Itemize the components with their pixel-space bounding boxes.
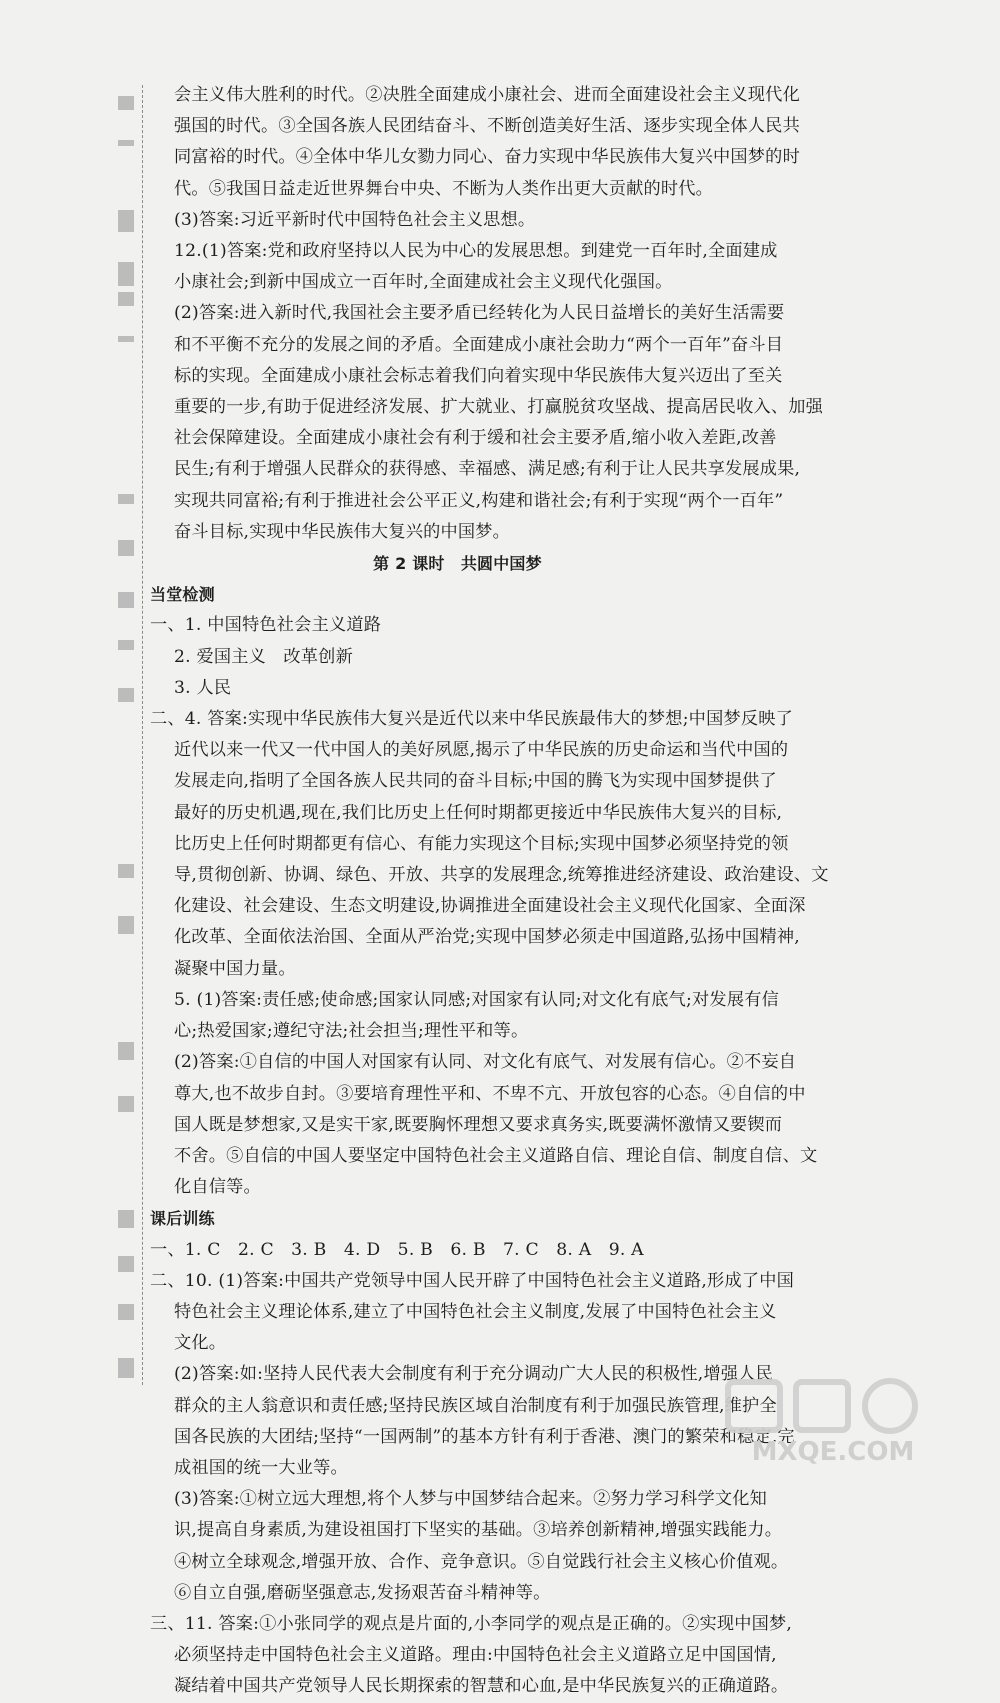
text-line: 强国的时代。③全国各族人民团结奋斗、不断创造美好生活、逐步实现全体人民共 [174, 116, 800, 137]
text-line: ④树立全球观念,增强开放、合作、竞争意识。⑤自觉践行社会主义核心价值观。 [174, 1551, 789, 1572]
text-line: 尊大,也不故步自封。③要培育理性平和、不卑不亢、开放包容的心态。④自信的中 [174, 1083, 806, 1104]
text-line: 国各民族的大团结;坚持“一国两制”的基本方针有利于香港、澳门的繁荣和稳定,完 [174, 1426, 795, 1447]
text-line: 三、11. 答案:①小张同学的观点是片面的,小李同学的观点是正确的。②实现中国梦, [150, 1613, 793, 1634]
text-line: 比历史上任何时期都更有信心、有能力实现这个目标;实现中国梦必须坚持党的领 [174, 833, 789, 854]
dashed-binding-line [142, 85, 143, 1385]
text-line: 发展走向,指明了全国各族人民共同的奋斗目标;中国的腾飞为实现中国梦提供了 [174, 771, 777, 792]
text-line: 凝聚中国力量。 [174, 958, 296, 979]
text-line: 二、4. 答案:实现中华民族伟大复兴是近代以来中华民族最伟大的梦想;中国梦反映了 [150, 709, 794, 730]
watermark-logo [708, 1376, 958, 1466]
watermark-site-text: MXQE.COM [751, 1437, 915, 1466]
text-line: ⑥自立自强,磨砺坚强意志,发扬艰苦奋斗精神等。 [174, 1582, 551, 1603]
text-line: 必须坚持走中国特色社会主义道路。理由:中国特色社会主义道路立足中国国情, [174, 1645, 777, 1666]
text-line: 化自信等。 [174, 1177, 261, 1198]
text-line: 国人既是梦想家,又是实干家,既要胸怀理想又要求真务实,既要满怀激情又要锲而 [174, 1114, 783, 1135]
text-line: 成祖国的统一大业等。 [174, 1457, 348, 1478]
text-line: 特色社会主义理论体系,建立了中国特色社会主义制度,发展了中国特色社会主义 [174, 1301, 777, 1322]
section-heading: 课后训练 [150, 1209, 215, 1229]
text-line: 标的实现。全面建成小康社会标志着我们向着实现中华民族伟大复兴迈出了至关 [174, 365, 783, 386]
text-line: 5. (1)答案:责任感;使命感;国家认同感;对国家有认同;对文化有底气;对发展有信 [174, 989, 779, 1010]
text-line: 群众的主人翁意识和责任感;坚持民族区域自治制度有利于加强民族管理,维护全 [174, 1395, 777, 1416]
text-line: 心;热爱国家;遵纪守法;社会担当;理性平和等。 [174, 1021, 529, 1042]
text-line: 会主义伟大胜利的时代。②决胜全面建成小康社会、进而全面建设社会主义现代化 [174, 85, 800, 105]
text-line: (2)答案:如:坚持人民代表大会制度有利于充分调动广大人民的积极性,增强人民 [174, 1364, 773, 1385]
text-line: 一、1. C 2. C 3. B 4. D 5. B 6. B 7. C 8. A 9. A [150, 1239, 644, 1260]
text-line: 近代以来一代又一代中国人的美好夙愿,揭示了中华民族的历史命运和当代中国的 [174, 740, 789, 761]
text-line: 小康社会;到新中国成立一百年时,全面建成社会主义现代化强国。 [174, 272, 673, 293]
text-line: 识,提高自身素质,为建设祖国打下坚实的基础。③培养创新精神,增强实践能力。 [174, 1520, 783, 1541]
text-line: 导,贯彻创新、协调、绿色、开放、共享的发展理念,统筹推进经济建设、政治建设、文 [174, 865, 829, 886]
text-line: (2)答案:进入新时代,我国社会主要矛盾已经转化为人民日益增长的美好生活需要 [174, 303, 785, 324]
text-line: 3. 人民 [174, 677, 232, 698]
text-line: 2. 爱国主义 改革创新 [174, 646, 353, 667]
text-line: (3)答案:习近平新时代中国特色社会主义思想。 [174, 209, 536, 230]
text-line: 同富裕的时代。④全体中华儿女勠力同心、奋力实现中华民族伟大复兴中国梦的时 [174, 147, 800, 168]
text-line: (2)答案:①自信的中国人对国家有认同、对文化有底气、对发展有信心。②不妄自 [174, 1052, 797, 1073]
answer-text-body [150, 80, 829, 1703]
text-line: 民生;有利于增强人民群众的获得感、幸福感、满足感;有利于让人民共享发展成果, [174, 459, 801, 480]
text-line: 最好的历史机遇,现在,我们比历史上任何时期都更接近中华民族伟大复兴的目标, [174, 802, 783, 823]
text-line: 12.(1)答案:党和政府坚持以人民为中心的发展思想。到建党一百年时,全面建成 [174, 241, 778, 262]
text-line: 和不平衡不充分的发展之间的矛盾。全面建成小康社会助力“两个一百年”奋斗目 [174, 334, 784, 355]
text-line: 凝结着中国共产党领导人民长期探索的智慧和心血,是中华民族复兴的正确道路。 [174, 1676, 789, 1697]
text-line: 文化。 [174, 1333, 227, 1354]
section-title: 第 2 课时 共圆中国梦 [373, 554, 542, 574]
text-line: 化改革、全面依法治国、全面从严治党;实现中国梦必须走中国道路,弘扬中国精神, [174, 927, 800, 948]
text-line: 化建设、社会建设、生态文明建设,协调推进全面建设社会主义现代化国家、全面深 [174, 896, 806, 917]
text-line: 二、10. (1)答案:中国共产党领导中国人民开辟了中国特色社会主义道路,形成了中国 [150, 1270, 794, 1291]
text-line: 代。⑤我国日益走近世界舞台中央、不断为人类作出更大贡献的时代。 [174, 178, 714, 199]
text-line: 一、1. 中国特色社会主义道路 [150, 615, 382, 636]
text-line: 不舍。⑤自信的中国人要坚定中国特色社会主义道路自信、理论自信、制度自信、文 [174, 1145, 818, 1166]
text-line: 奋斗目标,实现中华民族伟大复兴的中国梦。 [174, 521, 511, 542]
text-line: (3)答案:①树立远大理想,将个人梦与中国梦结合起来。②努力学习科学文化知 [174, 1489, 768, 1510]
text-line: 社会保障建设。全面建成小康社会有利于缓和社会主要矛盾,缩小收入差距,改善 [174, 428, 777, 449]
binding-margin-bleed [118, 0, 142, 1471]
text-line: 重要的一步,有助于促进经济发展、扩大就业、打赢脱贫攻坚战、提高居民收入、加强 [174, 397, 824, 418]
section-heading: 当堂检测 [150, 585, 215, 605]
text-line: 实现共同富裕;有利于推进社会公平正义,构建和谐社会;有利于实现“两个一百年” [174, 490, 784, 511]
